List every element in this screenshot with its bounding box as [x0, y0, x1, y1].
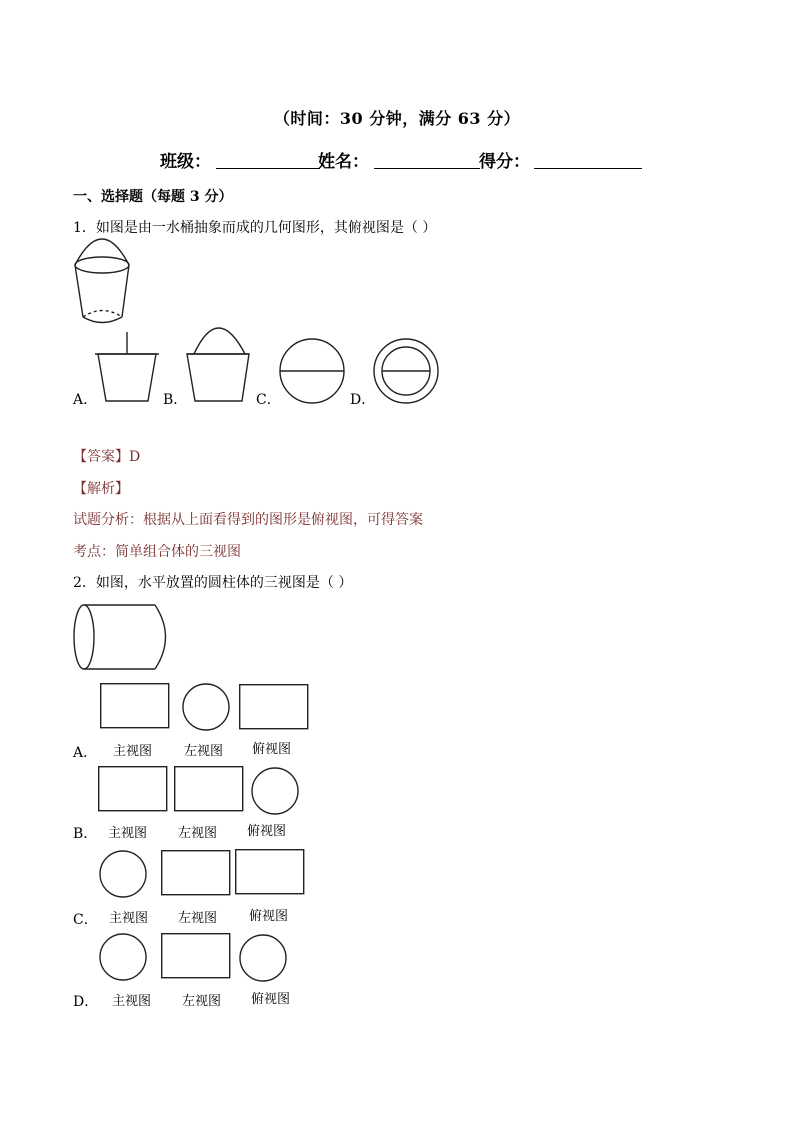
q2-a-caption-front: 主视图 [113, 744, 153, 759]
q2-c-left-rect [161, 850, 231, 896]
q1-answer: 【答案】D [73, 449, 141, 465]
q2-c-caption-top: 俯视图 [249, 909, 289, 924]
q1-knowledge-point: 考点：简单组合体的三视图 [73, 544, 241, 560]
class-blank[interactable] [216, 168, 320, 169]
name-label: 姓名： [318, 152, 369, 172]
class-label: 班级： [160, 152, 211, 172]
q2-b-front-rect [98, 766, 168, 812]
q2-b-caption-top: 俯视图 [247, 824, 287, 839]
q2-d-caption-top: 俯视图 [251, 992, 291, 1007]
q1-option-b-figure [185, 324, 251, 404]
bucket-figure [70, 238, 140, 326]
q1-option-d[interactable]: D． [350, 392, 376, 408]
exam-subtitle: （时间：30 分钟，满分 63 分） [273, 109, 521, 128]
q1-option-a-figure [95, 330, 160, 405]
q2-d-caption-left: 左视图 [182, 994, 222, 1009]
q1-option-c-figure [279, 338, 345, 404]
q2-d-caption-front: 主视图 [112, 994, 152, 1009]
q2-d-front-circle [99, 933, 147, 981]
q2-option-a[interactable]: A． [73, 745, 98, 761]
score-blank[interactable] [534, 168, 642, 169]
q1-option-a[interactable]: A． [73, 392, 98, 408]
q1-analysis-label: 【解析】 [73, 481, 129, 497]
cylinder-figure [72, 603, 168, 671]
q2-b-caption-left: 左视图 [178, 826, 218, 841]
q2-a-caption-left: 左视图 [184, 744, 224, 759]
q1-analysis: 试题分析：根据从上面看得到的图形是俯视图，可得答案 [73, 512, 423, 528]
q1-option-d-figure [373, 338, 439, 404]
q2-a-left-circle [182, 683, 230, 731]
q1-option-c[interactable]: C． [256, 392, 281, 408]
q2-a-front-rect [100, 683, 170, 729]
q2-d-top-circle [239, 934, 287, 982]
q2-a-top-rect [239, 684, 309, 730]
q2-d-left-rect [161, 933, 231, 979]
section-title: 一、选择题（每题 3 分） [73, 189, 233, 205]
name-blank[interactable] [374, 168, 480, 169]
q2-option-d[interactable]: D． [73, 994, 99, 1010]
q2-c-front-circle [99, 850, 147, 898]
q2-stem: 2．如图，水平放置的圆柱体的三视图是（ ） [73, 575, 353, 591]
q2-c-caption-front: 主视图 [109, 911, 149, 926]
q2-b-left-rect [174, 766, 244, 812]
q1-stem: 1．如图是由一水桶抽象而成的几何图形，其俯视图是（ ） [73, 220, 437, 236]
q2-option-b[interactable]: B． [73, 826, 98, 842]
q1-option-b[interactable]: B． [163, 392, 188, 408]
q2-a-caption-top: 俯视图 [252, 742, 292, 757]
q2-option-c[interactable]: C． [73, 912, 98, 928]
score-label: 得分： [479, 152, 530, 172]
q2-c-caption-left: 左视图 [178, 911, 218, 926]
q2-c-top-rect [235, 849, 305, 895]
q2-b-top-circle [251, 767, 299, 815]
q2-b-caption-front: 主视图 [108, 826, 148, 841]
